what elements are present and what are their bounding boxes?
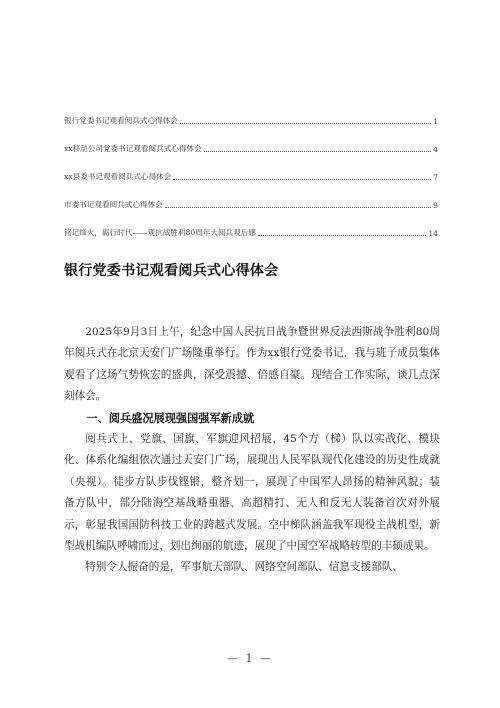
- body-paragraph: 阅兵式上，党旗、国旗、军旗迎风招展，45个方（梯）队以实战化、模块化、体系化编组依次通过天安门广场，展现出人民军队现代化建设的历史性成就（央视）。徒步方队步伐铿锵，整齐划一，展现了中国军人昂扬的精神风貌；装备方队中，部分陆海空基战略重器、高超精打、无人和反无人装备首次对外展示，彰显我国国防科技工业的跨越式发展。空中梯队涵盖我军现役主战机型，新型战机编队呼啸而过，划出绚丽的航迹，展现了中国空军战略转型的丰硕成果。: [64, 433, 440, 553]
- toc-entry-title: 银行党委书记观看阅兵式心得体会: [64, 116, 178, 125]
- table-of-contents: [64, 98, 438, 238]
- toc-leader-dots: [204, 151, 431, 152]
- article-body: [64, 322, 440, 579]
- toc-entry-title: 市委书记观看阅兵式心得体会: [64, 200, 163, 209]
- intro-paragraph: 2025年9月3日上午，纪念中国人民抗日战争暨世界反法西斯战争胜利80周年阅兵式在北京天安门广场隆重举行。作为xx银行党委书记，我与班子成员集体观看了这场气势恢宏的盛典，深受震撼、倍感自豪。现结合工作实际，谈几点深刻体会。: [64, 326, 440, 403]
- toc-entry[interactable]: [64, 126, 438, 154]
- toc-leader-dots: [173, 179, 431, 180]
- toc-leader-dots: [180, 123, 431, 124]
- section-heading: 一、阅兵盛况展现强国强军新成就: [86, 411, 255, 425]
- toc-leader-dots: [165, 207, 431, 208]
- toc-entry-page: 7: [433, 173, 438, 182]
- toc-entry-title: xx县委书记观看阅兵式心得体会: [64, 172, 172, 181]
- toc-entry-title: xx移动公司党委书记观看阅兵式心得体会: [64, 144, 202, 153]
- body-paragraph: 特别令人振奋的是，军事航天部队、网络空间部队、信息支援部队、: [85, 561, 403, 574]
- toc-entry-page: 4: [433, 145, 438, 154]
- toc-entry[interactable]: [64, 154, 438, 182]
- toc-entry-page: 9: [433, 201, 438, 210]
- toc-entry[interactable]: [64, 98, 438, 126]
- toc-entry[interactable]: [64, 182, 438, 210]
- toc-entry-page: 14: [428, 229, 438, 238]
- page-number: — 1 —: [227, 652, 273, 665]
- toc-leader-dots: [258, 235, 426, 236]
- toc-entry-page: 1: [433, 117, 438, 126]
- article-title: 银行党委书记观看阅兵式心得体会: [64, 263, 279, 279]
- toc-entry[interactable]: [64, 210, 438, 238]
- toc-entry-title: 铭记烽火，砺行时代——观抗战胜利80周年大阅兵观后感: [64, 228, 256, 237]
